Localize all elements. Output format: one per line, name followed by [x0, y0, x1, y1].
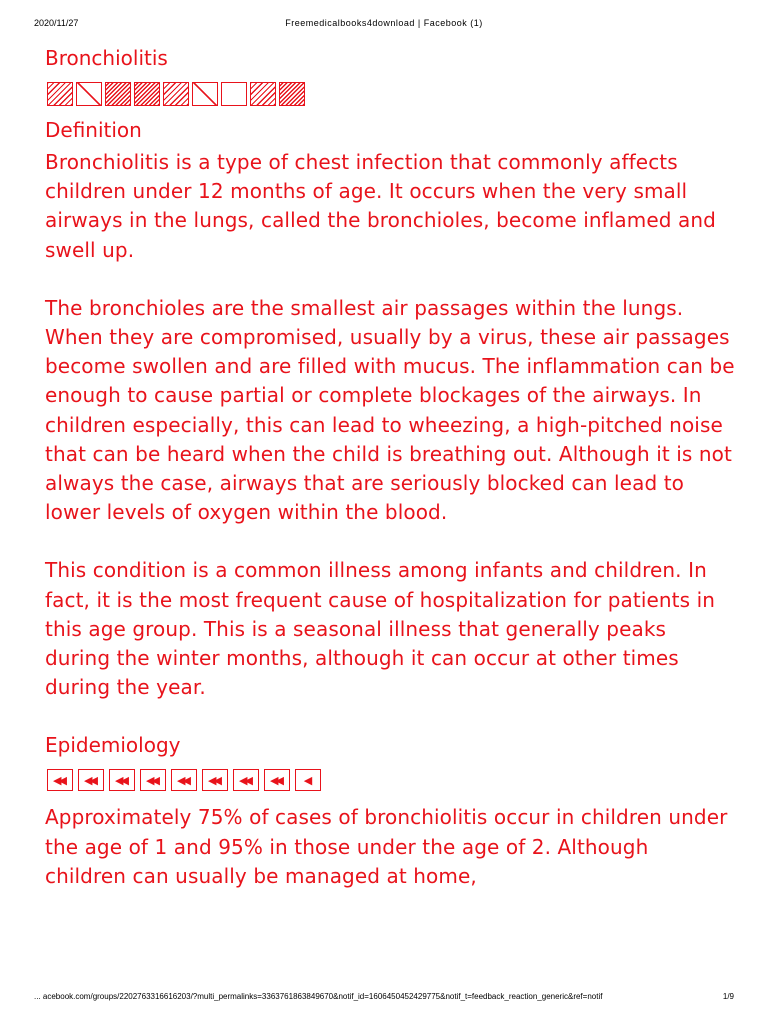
- glyph-box-icon: [134, 82, 160, 106]
- rewind-icon: ◀◀: [264, 769, 290, 791]
- back-icon: ◀: [295, 769, 321, 791]
- glyph-box-icon: [279, 82, 305, 106]
- print-date: 2020/11/27: [34, 18, 79, 28]
- rewind-icon: ◀◀: [78, 769, 104, 791]
- title-glyph-row: [47, 82, 735, 108]
- article-title: Bronchiolitis: [45, 46, 168, 70]
- paragraph-gap: [45, 702, 735, 731]
- paragraph-gap: [45, 527, 735, 556]
- epidemiology-glyph-row: [47, 769, 735, 791]
- section-heading-definition: Definition: [45, 118, 142, 142]
- paragraph-bronchioles: The bronchioles are the smallest air passages within the lungs. When they are compromised, usually by a virus, these air passages become swollen and are filled with mucus. The inflammation can be enough to cause partial or complete blockages of the airways. In children especially, this can lead to wheezing, a high-pitched noise that can be heard when the child is breathing out. Although it is not always the case, airways that are seriously blocked can lead to lower levels of oxygen within the blood.: [45, 295, 735, 525]
- rewind-icon: ◀◀: [171, 769, 197, 791]
- article-content: [45, 44, 735, 891]
- glyph-box-icon: [221, 82, 247, 106]
- paragraph-gap: [45, 265, 735, 294]
- glyph-box-icon: [163, 82, 189, 106]
- glyph-box-icon: [250, 82, 276, 106]
- print-header: [34, 18, 734, 32]
- glyph-box-icon: [47, 82, 73, 106]
- paragraph-definition: Bronchiolitis is a type of chest infection that commonly affects children under 12 months of age. It occurs when the very small airways in the lungs, called the bronchioles, become inflamed and swell up.: [45, 150, 716, 262]
- rewind-icon: ◀◀: [202, 769, 228, 791]
- page-number: 1/9: [722, 992, 734, 1001]
- glyph-box-icon: [192, 82, 218, 106]
- paragraph-epidemiology: Approximately 75% of cases of bronchiolitis occur in children under the age of 1 and 95% in those under the age of 2. Although children can usually be managed at home,: [45, 805, 728, 888]
- glyph-box-icon: [105, 82, 131, 106]
- section-heading-epidemiology: Epidemiology: [45, 733, 181, 758]
- paragraph-common-illness: This condition is a common illness among infants and children. In fact, it is the most frequent cause of hospitalization for patients in this age group. This is a seasonal illness that generally peaks during the winter months, although it can occur at other times during the year.: [45, 558, 716, 700]
- rewind-icon: ◀◀: [47, 769, 73, 791]
- print-url: ... acebook.com/groups/2202763316616203/?multi_permalinks=3363761863849670&notif_id=1606450452429775&notif_t=feedback_reaction_generic&ref=notif: [34, 992, 603, 1001]
- glyph-box-icon: [76, 82, 102, 106]
- rewind-icon: ◀◀: [233, 769, 259, 791]
- rewind-icon: ◀◀: [109, 769, 135, 791]
- rewind-icon: ◀◀: [140, 769, 166, 791]
- print-title: Freemedicalbooks4download | Facebook (1): [285, 18, 483, 28]
